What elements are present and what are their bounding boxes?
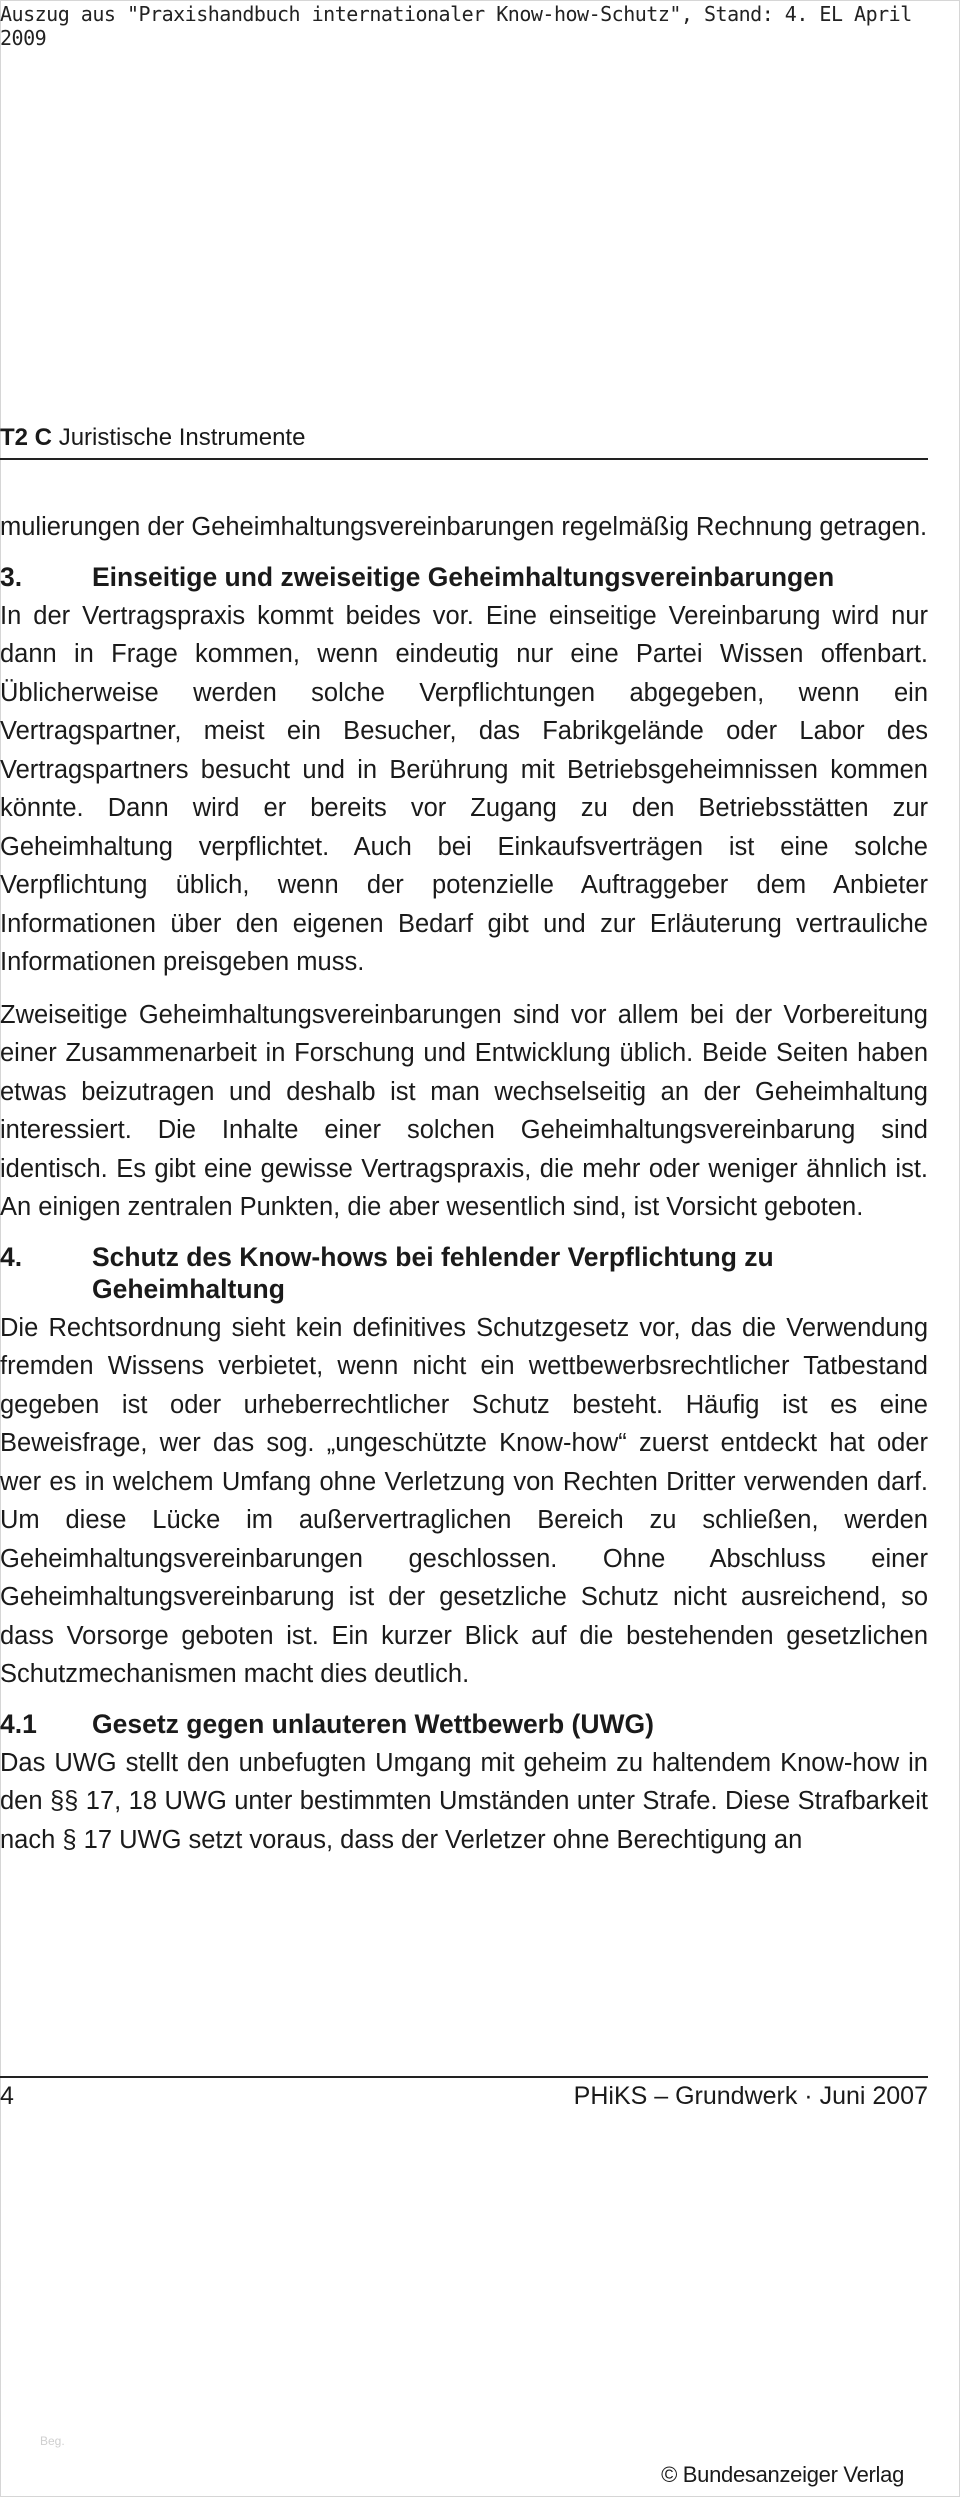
header-code: T2 C — [0, 424, 53, 451]
heading-title: Schutz des Know-hows bei fehlender Verpflichtung zu Geheimhaltung — [92, 1241, 774, 1304]
heading-section-3 — [0, 561, 928, 593]
excerpt-note: Auszug aus "Praxishandbuch internationaler Know-how-Schutz", Stand: 4. EL April 2009 — [0, 2, 912, 50]
paragraph: In der Vertragspraxis kommt beides vor. Eine einseitige Vereinbarung wird nur dann in Frage kommen, wenn eindeutig nur eine Partei Wissen offenbart. Üblicherweise werden solche Verpflichtungen abgegeben, wenn ein Vertragspartner, meist ein Besucher, das Fabrikgelände oder Labor des Vertragspartners besucht und in Berührung mit Betriebsgeheimnissen kommen könnte. Dann wird er bereits vor Zugang zu den Betriebsstätten zur Geheimhaltung verpflichtet. Auch bei Einkaufsverträgen ist eine solche Verpflichtung üblich, wenn der potenzielle Auftraggeber dem Anbieter Informationen über den eigenen Bedarf gibt und zur Erläuterung vertrauliche Informationen preisgeben muss. — [0, 601, 928, 976]
running-header — [0, 424, 928, 460]
heading-section-4 — [0, 1241, 928, 1305]
paragraph: Das UWG stellt den unbefugten Umgang mit geheim zu haltendem Know-how in den §§ 17, 18 UWG unter bestimmten Umständen unter Strafe. Diese Strafbarkeit nach § 17 UWG setzt voraus, dass der Verletzer ohne Berechtigung an — [0, 1748, 928, 1854]
paragraph-continuation: mulierungen der Geheimhaltungsvereinbarungen regelmäßig Rechnung getragen. — [0, 513, 928, 541]
issue-info: PHiKS – Grundwerk · Juni 2007 — [573, 2082, 928, 2110]
publisher-credit: © Bundesanzeiger Verlag — [661, 2462, 904, 2487]
faint-mark: Beg. — [40, 2434, 65, 2448]
paragraph: Die Rechtsordnung sieht kein definitives Schutzgesetz vor, das die Verwendung fremden Wissens verbietet, wenn nicht ein wettbewerbsrechtlicher Tatbestand gegeben ist oder urheberrechtlicher Schutz besteht. Häufig ist es eine Beweisfrage, wer das sog. „ungeschützte Know-how“ zuerst entdeckt hat oder wer es in welchem Umfang ohne Verletzung von Rechten Dritter verwenden darf. Um diese Lücke im außervertraglichen Bereich zu schließen, werden Geheimhaltungsvereinbarungen geschlossen. Ohne Abschluss einer Geheimhaltungsvereinbarung ist der gesetzliche Schutz nicht ausreichend, so dass Vorsorge geboten ist. Ein kurzer Blick auf die bestehenden gesetzlichen Schutzmechanismen macht dies deutlich. — [0, 1313, 928, 1688]
heading-number: 4.1 — [0, 1708, 37, 1739]
paragraph: Zweiseitige Geheimhaltungsvereinbarungen sind vor allem bei der Vorbereitung einer Zusammenarbeit in Forschung und Entwicklung üblich. Beide Seiten haben etwas beizutragen und deshalb ist man wechselseitig an der Geheimhaltung interessiert. Die Inhalte einer solchen Geheimhaltungsvereinbarung sind identisch. Es gibt eine gewisse Vertragspraxis, die mehr oder weniger ähnlich ist. An einigen zentralen Punkten, die aber wesentlich sind, ist Vorsicht geboten. — [0, 1000, 928, 1221]
footer-rule — [0, 2076, 928, 2078]
heading-title: Gesetz gegen unlauteren Wettbewerb (UWG) — [92, 1708, 654, 1739]
heading-number: 4. — [0, 1241, 23, 1272]
header-section: Juristische Instrumente — [58, 424, 306, 451]
heading-number: 3. — [0, 561, 23, 592]
page-number: 4 — [0, 2082, 14, 2110]
heading-section-4-1 — [0, 1708, 928, 1740]
main-content — [0, 508, 928, 1873]
heading-title: Einseitige und zweiseitige Geheimhaltungsvereinbarungen — [92, 561, 835, 592]
